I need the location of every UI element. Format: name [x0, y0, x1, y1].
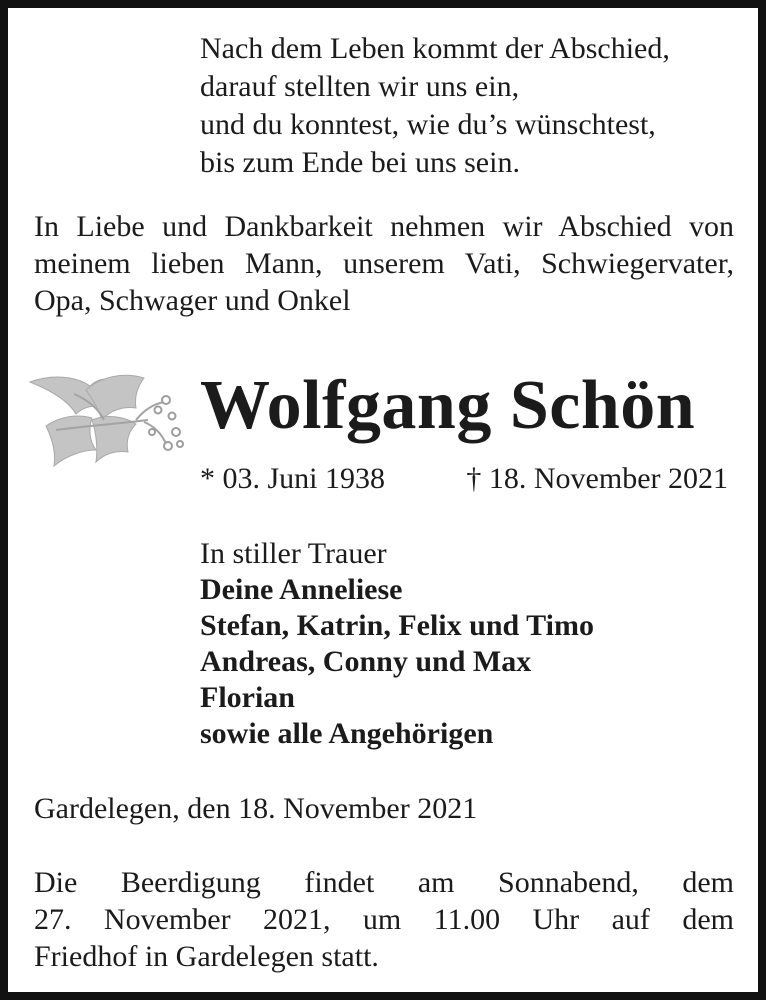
deceased-name: Wolfgang Schön [200, 367, 696, 444]
funeral-line: 27. November 2021, um 11.00 Uhr auf dem [34, 903, 734, 936]
poem-line: Nach dem Leben kommt der Abschied, [200, 32, 670, 65]
intro-line: Opa, Schwager und Onkel [34, 284, 351, 317]
intro-line: In Liebe und Dankbarkeit nehmen wir Abschied von [34, 210, 734, 243]
intro-text [34, 208, 734, 319]
funeral-line: Die Beerdigung findet am Sonnabend, dem [34, 866, 734, 899]
mourners [200, 536, 594, 752]
mourner-name: Florian [200, 681, 295, 714]
place-and-date: Gardelegen, den 18. November 2021 [34, 792, 478, 825]
life-dates [200, 460, 728, 498]
mourner-name: Deine Anneliese [200, 573, 403, 606]
leaf-branch-icon [26, 370, 188, 470]
intro-line: meinem lieben Mann, unserem Vati, Schwiegervater, [34, 247, 734, 280]
birth-date: * 03. Juni 1938 [200, 462, 386, 495]
poem-line: darauf stellten wir uns ein, [200, 70, 520, 103]
poem-line: und du konntest, wie du’s wünschtest, [200, 108, 656, 141]
mourning-heading: In stiller Trauer [200, 537, 387, 570]
death-date: † 18. November 2021 [466, 462, 728, 495]
poem-line: bis zum Ende bei uns sein. [200, 146, 520, 179]
funeral-info [34, 864, 734, 975]
poem [200, 30, 670, 182]
mourner-name: Stefan, Katrin, Felix und Timo [200, 609, 594, 642]
mourner-name: Andreas, Conny und Max [200, 645, 532, 678]
funeral-line: Friedhof in Gardelegen statt. [34, 940, 379, 973]
mourner-name: sowie alle Angehörigen [200, 717, 494, 750]
